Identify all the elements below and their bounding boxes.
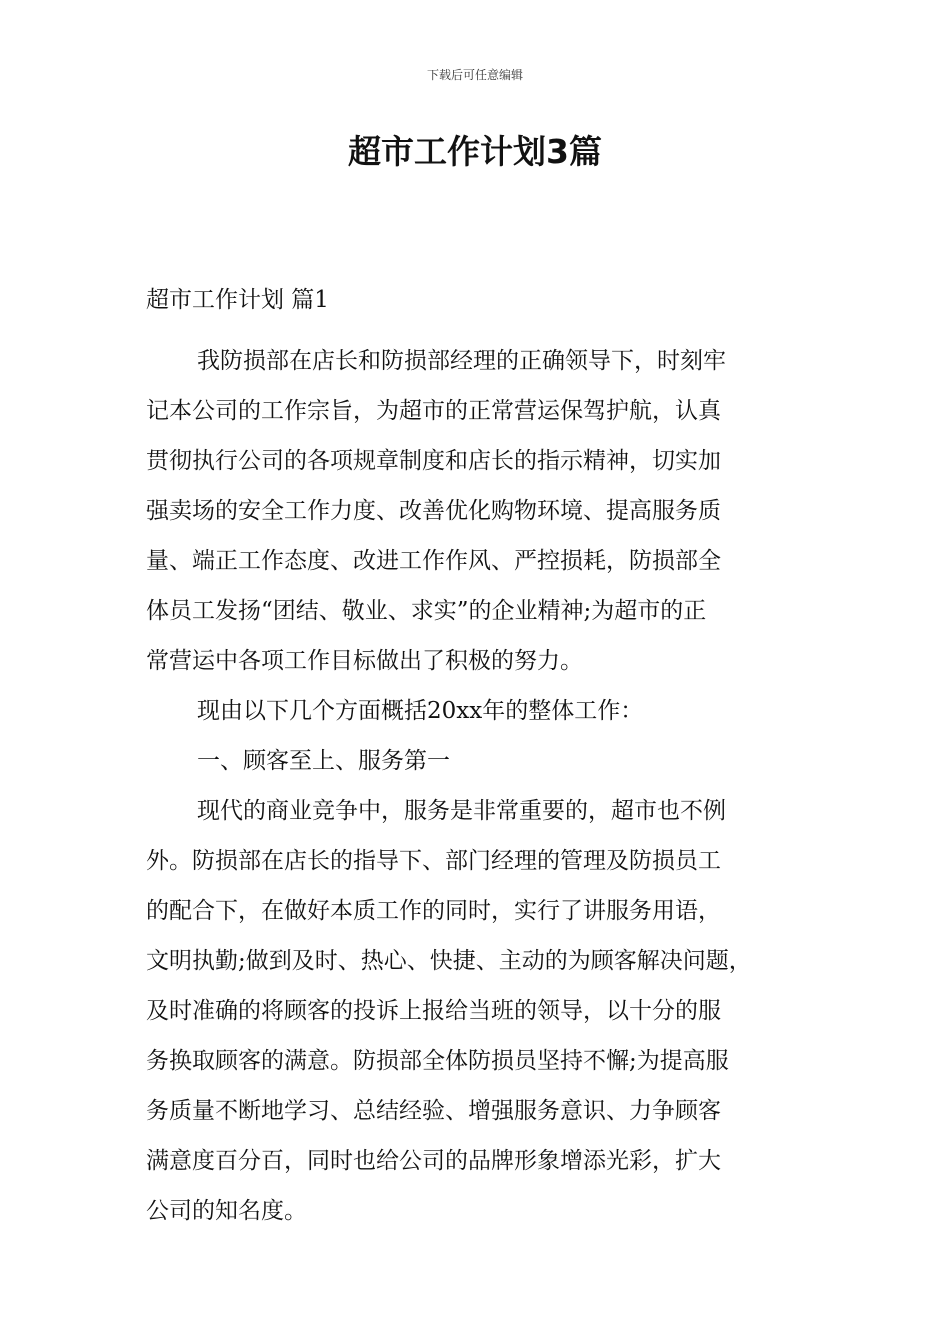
document-title: 超市工作计划3篇 xyxy=(348,132,602,171)
paragraph-line: 务质量不断地学习、总结经验、增强服务意识、力争顾客 xyxy=(146,1098,721,1124)
document-body xyxy=(146,285,822,1236)
paragraph-line: 满意度百分百，同时也给公司的品牌形象增添光彩，扩大 xyxy=(146,1148,721,1174)
paragraph-line: 的配合下，在做好本质工作的同时，实行了讲服务用语， xyxy=(146,898,721,924)
paragraph-line: 现由以下几个方面概括20xx年的整体工作： xyxy=(197,698,644,724)
paragraph-line: 量、端正工作态度、改进工作作风、严控损耗，防损部全 xyxy=(146,548,721,574)
paragraph-line: 体员工发扬“团结、敬业、求实”的企业精神;为超市的正 xyxy=(146,598,707,624)
paragraph-2 xyxy=(146,686,822,736)
paragraph-line: 现代的商业竞争中，服务是非常重要的，超市也不例 xyxy=(197,798,726,824)
paragraph-line: 文明执勤;做到及时、热心、快捷、主动的为顾客解决问题， xyxy=(146,948,752,974)
paragraph-1 xyxy=(146,336,822,686)
paragraph-4 xyxy=(146,786,822,1236)
paragraph-line: 务换取顾客的满意。防损部全体防损员坚持不懈;为提高服 xyxy=(146,1048,729,1074)
paragraph-line: 及时准确的将顾客的投诉上报给当班的领导，以十分的服 xyxy=(146,998,721,1024)
paragraph-line: 常营运中各项工作目标做出了积极的努力。 xyxy=(146,648,583,674)
paragraph-line: 我防损部在店长和防损部经理的正确领导下，时刻牢 xyxy=(197,348,726,374)
paragraph-line: 公司的知名度。 xyxy=(146,1198,307,1224)
paragraph-line: 外。防损部在店长的指导下、部门经理的管理及防损员工 xyxy=(146,848,721,874)
subheading-customer-first xyxy=(146,736,822,786)
section-heading: 超市工作计划 篇1 xyxy=(146,287,329,313)
paragraph-line: 一、顾客至上、服务第一 xyxy=(197,748,450,774)
header-note: 下载后可任意编辑 xyxy=(426,68,523,82)
paragraph-line: 贯彻执行公司的各项规章制度和店长的指示精神，切实加 xyxy=(146,448,721,474)
paragraph-line: 记本公司的工作宗旨，为超市的正常营运保驾护航，认真 xyxy=(146,398,721,424)
paragraph-line: 强卖场的安全工作力度、改善优化购物环境、提高服务质 xyxy=(146,498,721,524)
